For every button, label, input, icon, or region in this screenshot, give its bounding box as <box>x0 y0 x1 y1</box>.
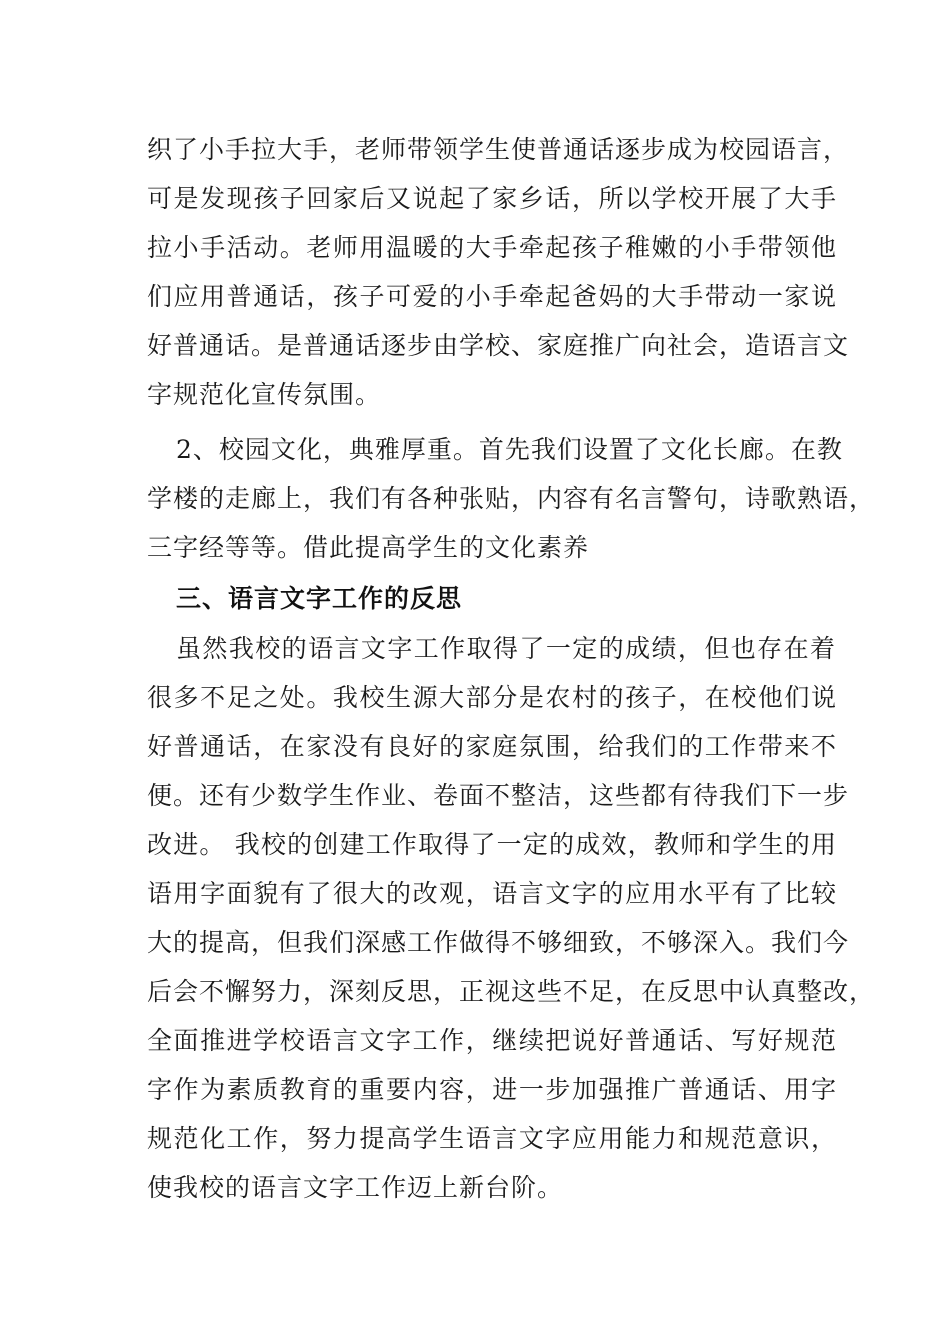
paragraph-1-line-2: 可是发现孩子回家后又说起了家乡话，所以学校开展了大手 <box>147 184 837 213</box>
paragraph-3-line-11: 规范化工作，努力提高学生语言文字应用能力和规范意识， <box>147 1124 837 1153</box>
paragraph-1-line-5: 好普通话。是普通话逐步由学校、家庭推广向社会，造语言文 <box>147 331 850 360</box>
paragraph-1-line-4: 们应用普通话，孩子可爱的小手牵起爸妈的大手带动一家说 <box>147 282 837 311</box>
paragraph-2-line-3: 三字经等等。借此提高学生的文化素养 <box>147 533 590 562</box>
paragraph-3-line-5: 改进。 我校的创建工作取得了一定的成效，教师和学生的用 <box>147 830 837 859</box>
paragraph-3-line-6: 语用字面貌有了很大的改观，语言文字的应用水平有了比较 <box>147 879 837 908</box>
paragraph-2-line-1: 2、校园文化，典雅厚重。首先我们设置了文化长廊。在教 <box>176 435 843 464</box>
paragraph-3-line-12: 使我校的语言文字工作迈上新台阶。 <box>147 1173 564 1202</box>
paragraph-3-line-9: 全面推进学校语言文字工作，继续把说好普通话、写好规范 <box>147 1026 837 1055</box>
paragraph-3-line-8: 后会不懈努力，深刻反思，正视这些不足，在反思中认真整改， <box>147 977 876 1006</box>
paragraph-3-line-1: 虽然我校的语言文字工作取得了一定的成绩，但也存在着 <box>176 634 836 663</box>
paragraph-1-line-3: 拉小手活动。老师用温暖的大手牵起孩子稚嫩的小手带领他 <box>147 233 837 262</box>
paragraph-3-line-4: 便。还有少数学生作业、卷面不整洁，这些都有待我们下一步 <box>147 781 850 810</box>
paragraph-3-line-2: 很多不足之处。我校生源大部分是农村的孩子，在校他们说 <box>147 683 837 712</box>
section-heading: 三、语言文字工作的反思 <box>176 584 463 613</box>
paragraph-1-line-6: 字规范化宣传氛围。 <box>147 380 382 409</box>
paragraph-3-line-10: 字作为素质教育的重要内容，进一步加强推广普通话、用字 <box>147 1075 837 1104</box>
paragraph-1-line-1: 织了小手拉大手，老师带领学生使普通话逐步成为校园语言， <box>147 135 850 164</box>
paragraph-3-line-3: 好普通话，在家没有良好的家庭氛围，给我们的工作带来不 <box>147 732 837 761</box>
paragraph-3-line-7: 大的提高，但我们深感工作做得不够细致，不够深入。我们今 <box>147 928 850 957</box>
paragraph-2-line-2: 学楼的走廊上，我们有各种张贴，内容有名言警句，诗歌熟语， <box>147 484 876 513</box>
